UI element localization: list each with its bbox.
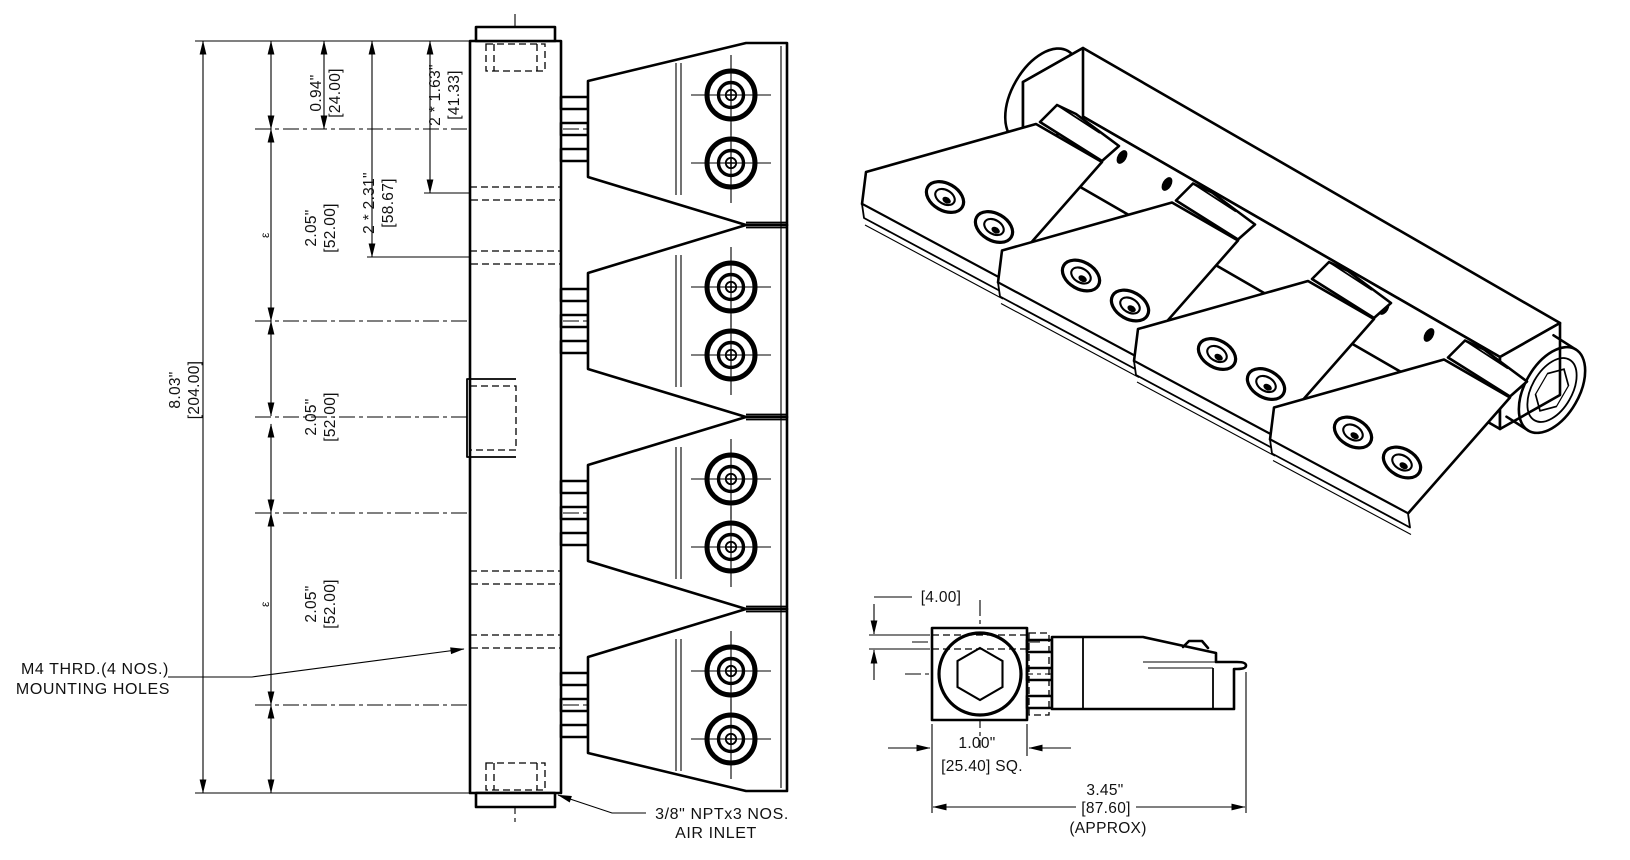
dim-pitch-3 bbox=[303, 579, 339, 629]
front-view bbox=[16, 14, 789, 842]
isometric-view bbox=[862, 36, 1599, 535]
dim-square bbox=[888, 724, 1071, 813]
svg-text:0.94": 0.94" bbox=[308, 74, 325, 112]
m4-note-line1: M4 THRD.(4 NOS.) bbox=[21, 661, 169, 678]
nozzle-1 bbox=[561, 43, 787, 225]
npt-note-line1: 3/8" NPTx3 NOS. bbox=[655, 806, 789, 823]
svg-text:2 * 2.31": 2 * 2.31" bbox=[361, 172, 378, 234]
svg-text:[41.33]: [41.33] bbox=[446, 70, 463, 120]
svg-text:1.00": 1.00" bbox=[958, 735, 996, 752]
nozzle-4 bbox=[561, 609, 787, 791]
svg-text:2.05": 2.05" bbox=[303, 585, 320, 623]
m4-leader bbox=[168, 649, 464, 677]
side-nozzle-profile bbox=[1052, 637, 1246, 709]
svg-text:8.03": 8.03" bbox=[167, 371, 184, 409]
svg-text:2.05": 2.05" bbox=[303, 209, 320, 247]
svg-text:[58.67]: [58.67] bbox=[380, 178, 397, 228]
svg-text:[4.00]: [4.00] bbox=[920, 589, 962, 606]
equal-mark-1: ε bbox=[258, 232, 272, 238]
dim-hole-b bbox=[361, 172, 397, 234]
nozzle-2 bbox=[561, 225, 787, 417]
side-view bbox=[869, 589, 1246, 837]
nozzle-3 bbox=[561, 417, 787, 609]
dim-pitch-1 bbox=[303, 203, 339, 253]
equal-mark-2: ε bbox=[258, 601, 272, 607]
side-plug-circle bbox=[939, 633, 1021, 715]
svg-text:[87.60]: [87.60] bbox=[1081, 800, 1131, 817]
svg-text:[52.00]: [52.00] bbox=[322, 392, 339, 442]
svg-text:[52.00]: [52.00] bbox=[322, 203, 339, 253]
npt-note-line2: AIR INLET bbox=[675, 825, 757, 842]
m4-note-line2: MOUNTING HOLES bbox=[15, 681, 171, 698]
npt-leader bbox=[558, 795, 646, 813]
dim-overall bbox=[167, 361, 203, 419]
svg-text:[25.40] SQ.: [25.40] SQ. bbox=[941, 758, 1023, 775]
svg-text:[204.00]: [204.00] bbox=[186, 360, 203, 420]
top-plug bbox=[476, 27, 555, 41]
dim-top-offset bbox=[308, 68, 344, 118]
svg-text:2 * 1.63": 2 * 1.63" bbox=[427, 64, 444, 126]
bottom-plug bbox=[476, 793, 555, 807]
svg-text:2.05": 2.05" bbox=[303, 398, 320, 436]
dim-hole-a bbox=[427, 64, 463, 126]
svg-text:(APPROX): (APPROX) bbox=[1069, 820, 1147, 837]
svg-text:3.45": 3.45" bbox=[1086, 782, 1124, 799]
svg-text:[24.00]: [24.00] bbox=[327, 68, 344, 118]
svg-text:[52.00]: [52.00] bbox=[322, 579, 339, 629]
